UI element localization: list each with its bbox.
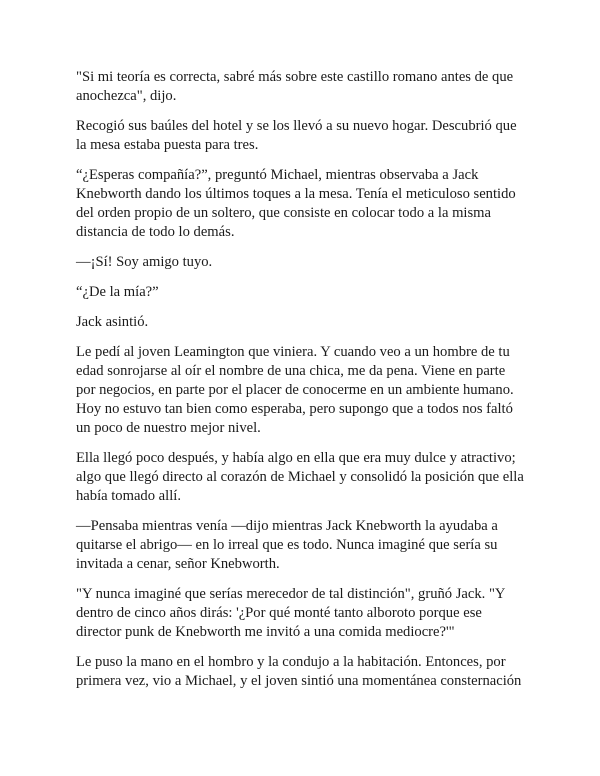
paragraph: —Pensaba mientras venía —dijo mientras Jack Knebworth la ayudaba a quitarse el abrigo— en lo irreal que es todo. Nunca imaginé que sería su invitada a cenar, señor Knebworth. (76, 518, 498, 572)
paragraph: Le puso la mano en el hombro y la condujo a la habitación. Entonces, por primera vez, vio a Michael, y el joven sintió una momentánea consternación (76, 654, 522, 689)
paragraph: Jack asintió. (76, 314, 149, 330)
document-page (76, 68, 528, 702)
paragraph: "Y nunca imaginé que serías merecedor de tal distinción", gruñó Jack. "Y dentro de cinco años dirás: '¿Por qué monté tanto alboroto porque ese director punk de Knebworth me invitó a una comida mediocre?'" (76, 586, 505, 640)
paragraph: Le pedí al joven Leamington que viniera. Y cuando veo a un hombre de tu edad sonrojarse al oír el nombre de una chica, me da pena. Viene en parte por negocios, en parte por el placer de conocerme en un ambiente humano. Hoy no estuvo tan bien como esperaba, pero supongo que a todos nos faltó un poco de nuestro mejor nivel. (76, 344, 514, 436)
paragraph: Ella llegó poco después, y había algo en ella que era muy dulce y atractivo; algo que llegó directo al corazón de Michael y consolidó la posición que ella había tomado allí. (76, 450, 524, 504)
paragraph: “¿Esperas compañía?”, preguntó Michael, mientras observaba a Jack Knebworth dando los últimos toques a la mesa. Tenía el meticuloso sentido del orden propio de un soltero, que consiste en colocar todo a la misma distancia de todo lo demás. (76, 167, 516, 240)
paragraph: “¿De la mía?” (76, 284, 159, 300)
paragraph: "Si mi teoría es correcta, sabré más sobre este castillo romano antes de que anochezca", dijo. (76, 69, 514, 104)
paragraph: —¡Sí! Soy amigo tuyo. (76, 254, 213, 270)
paragraph: Recogió sus baúles del hotel y se los llevó a su nuevo hogar. Descubrió que la mesa estaba puesta para tres. (76, 118, 517, 153)
